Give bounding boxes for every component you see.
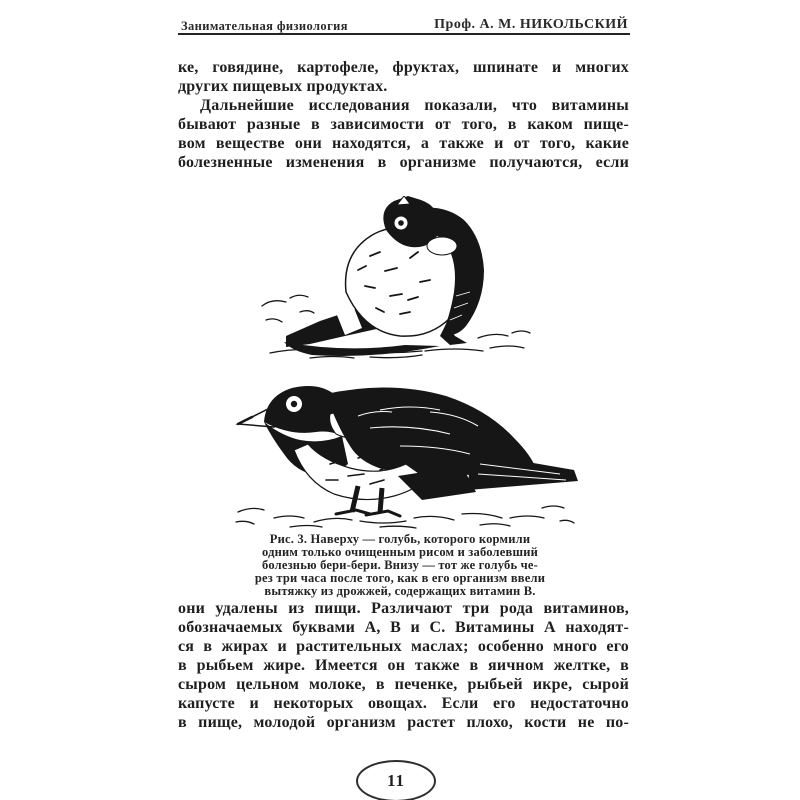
caption-line: вытяжку из дрожжей, содержащих витамин В. (264, 584, 536, 598)
text-line: вом веществе они находятся, а также и от того, какие (178, 135, 629, 152)
running-title: Занимательная физиология (181, 19, 348, 33)
header-rule (178, 33, 630, 35)
text-line: ся в жирах и растительных маслах; особенно много его (178, 638, 629, 655)
text-line: обозначаемых буквами А, В и С. Витамины А находят- (178, 619, 629, 636)
page-number: 11 (386, 771, 406, 790)
caption-line: одним только очищенным рисом и заболевший (261, 545, 539, 559)
text-line: сыром цельном молоке, в печенке, рыбьей икре, сырой (178, 676, 629, 693)
author-title: Проф. А. М. НИКОЛЬСКИЙ (434, 17, 628, 32)
text-line: они удалены из пищи. Различают три рода витаминов, (178, 600, 629, 617)
page-number-badge (356, 760, 436, 800)
caption-line: рез три часа после того, как в его организм ввели (254, 571, 546, 585)
text-line: капусте и некоторых овощах. Если его недостаточно (178, 695, 629, 712)
caption-line: болезнью бери-бери. Внизу — тот же голубь че- (262, 558, 538, 572)
figure-caption (230, 533, 570, 598)
text-line: Дальнейшие исследования показали, что витамины (200, 97, 629, 114)
text-line: бывают разные в зависимости от того, в каком пище- (178, 116, 629, 133)
text-line: других пищевых продуктах. (178, 78, 388, 95)
text-line: в пище, молодой организм растет плохо, кости не по- (178, 714, 629, 731)
paragraph-bottom (178, 599, 629, 732)
recovered-pigeon-illustration (230, 380, 580, 530)
caption-line: Рис. 3. Наверху — голубь, которого кормили (269, 532, 531, 546)
text-line: болезненные изменения в организме получаются, если (178, 154, 629, 171)
paragraph-top (178, 58, 629, 172)
sick-pigeon-illustration (250, 196, 550, 360)
text-line: ке, говядине, картофеле, фруктах, шпинате и многих (178, 59, 629, 76)
text-line: в рыбьем жире. Имеется он также в яичном желтке, в (178, 657, 629, 674)
